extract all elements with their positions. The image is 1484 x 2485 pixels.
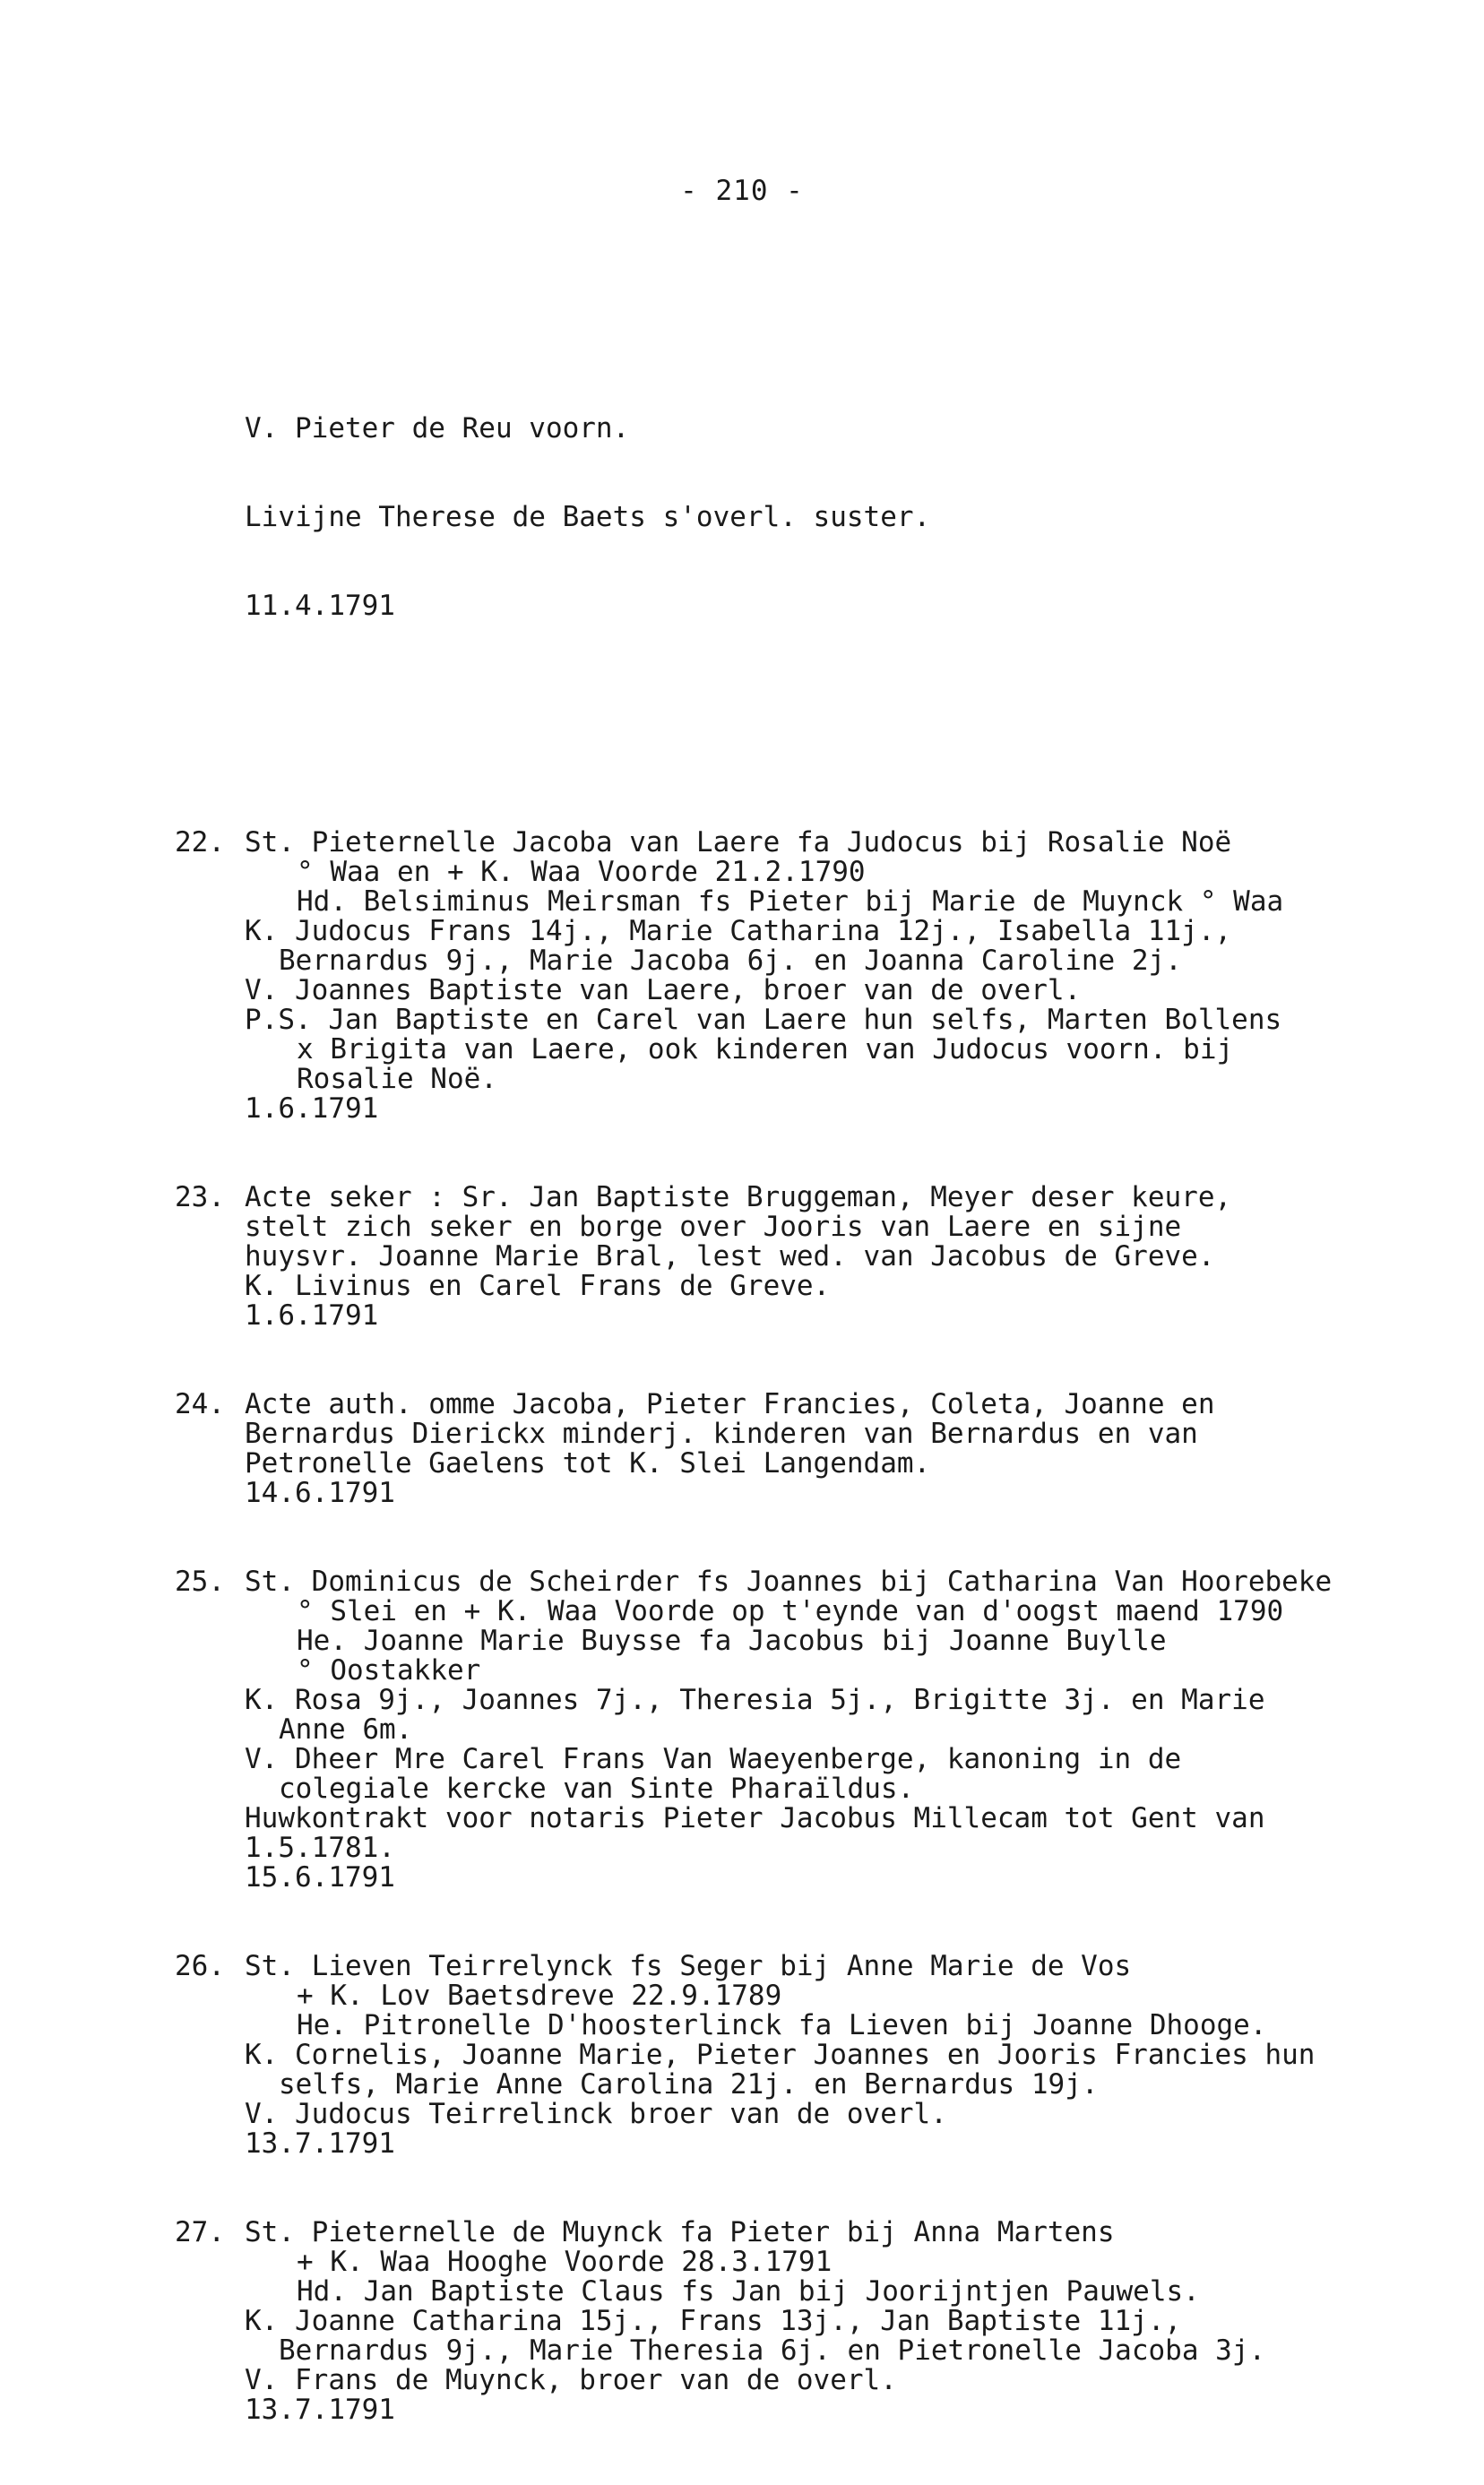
intro-line: Livijne Therese de Baets s'overl. suster. — [245, 501, 931, 533]
entry-line: St. Pieternelle Jacoba van Laere fa Judocus bij Rosalie Noë — [245, 826, 1232, 859]
entry-line: St. Pieternelle de Muynck fa Pieter bij Anna Martens — [245, 2216, 1115, 2248]
intro-line: V. Pieter de Reu voorn. — [245, 412, 630, 444]
entry-line: Hd. Belsiminus Meirsman fs Pieter bij Marie de Muynck ° Waa — [297, 885, 1284, 918]
entry-number: 25. — [175, 1566, 225, 1598]
entry-line: + K. Waa Hooghe Voorde 28.3.1791 — [297, 2246, 833, 2278]
entry-body — [245, 1390, 1411, 1508]
entry-line: 13.7.1791 — [245, 2394, 395, 2426]
entry-row — [175, 1952, 1411, 2159]
entry-line: 1.5.1781. — [245, 1832, 395, 1864]
entry-body — [245, 828, 1411, 1124]
entry-body — [245, 1183, 1411, 1331]
document-body — [175, 296, 1411, 2484]
entry-line: stelt zich seker en borge over Jooris van Laere en sijne — [245, 1211, 1182, 1243]
entry — [175, 1952, 1411, 2159]
entry-line: Petronelle Gaelens tot K. Slei Langendam. — [245, 1447, 931, 1480]
entry-body — [245, 2218, 1411, 2425]
entry-line: Acte auth. omme Jacoba, Pieter Francies, Coleta, Joanne en — [245, 1388, 1215, 1420]
entry-number: 23. — [175, 1181, 225, 1213]
entry-line: K. Cornelis, Joanne Marie, Pieter Joannes en Jooris Francies hun — [245, 2039, 1316, 2071]
entry-body — [245, 1567, 1411, 1893]
entry-line: + K. Lov Baetsdreve 22.9.1789 — [297, 1980, 782, 2012]
entry-line: He. Joanne Marie Buysse fa Jacobus bij Joanne Buylle — [297, 1625, 1167, 1657]
entry-number: 24. — [175, 1388, 225, 1420]
entry-line: huysvr. Joanne Marie Bral, lest wed. van Jacobus de Greve. — [245, 1240, 1215, 1273]
entry-line: Bernardus 9j., Marie Jacoba 6j. en Joanna Caroline 2j. — [279, 945, 1182, 977]
page-number: - 210 - — [680, 175, 804, 207]
intro-block — [175, 355, 1411, 680]
entry — [175, 1567, 1411, 1893]
entry-line: colegiale kercke van Sinte Pharaïldus. — [279, 1773, 915, 1805]
entry-line: selfs, Marie Anne Carolina 21j. en Bernardus 19j. — [279, 2068, 1099, 2101]
entry-line: V. Joannes Baptiste van Laere, broer van de overl. — [245, 974, 1082, 1006]
entry-number: 26. — [175, 1950, 225, 1982]
entry-line: 14.6.1791 — [245, 1477, 395, 1509]
entry — [175, 828, 1411, 1124]
entry-line: ° Oostakker — [297, 1654, 481, 1687]
entry-line: 1.6.1791 — [245, 1092, 379, 1125]
entry-line: 1.6.1791 — [245, 1299, 379, 1332]
entry-line: x Brigita van Laere, ook kinderen van Judocus voorn. bij — [297, 1033, 1234, 1066]
entry-line: ° Slei en + K. Waa Voorde op t'eynde van d'oogst maend 1790 — [297, 1595, 1284, 1627]
entries-list — [175, 828, 1411, 2425]
entry-row — [175, 2218, 1411, 2425]
entry-line: V. Judocus Teirrelinck broer van de overl. — [245, 2098, 947, 2130]
entry-line: Bernardus 9j., Marie Theresia 6j. en Pietronelle Jacoba 3j. — [279, 2334, 1266, 2367]
entry-line: K. Rosa 9j., Joannes 7j., Theresia 5j., Brigitte 3j. en Marie — [245, 1684, 1265, 1716]
entry-line: Bernardus Dierickx minderj. kinderen van Bernardus en van — [245, 1418, 1198, 1450]
entry-number: 27. — [175, 2216, 225, 2248]
entry — [175, 2218, 1411, 2425]
entry-line: 13.7.1791 — [245, 2127, 395, 2160]
entry-row — [175, 1567, 1411, 1893]
entry-line: St. Dominicus de Scheirder fs Joannes bij Catharina Van Hoorebeke — [245, 1566, 1333, 1598]
entry-line: Hd. Jan Baptiste Claus fs Jan bij Joorijntjen Pauwels. — [297, 2275, 1200, 2308]
entry-line: He. Pitronelle D'hoosterlinck fa Lieven bij Joanne Dhooge. — [297, 2009, 1267, 2041]
entry-row — [175, 1183, 1411, 1331]
entry-row — [175, 1390, 1411, 1508]
entry-line: Rosalie Noë. — [297, 1063, 497, 1095]
entry-line: Anne 6m. — [279, 1713, 413, 1746]
entry-line: K. Livinus en Carel Frans de Greve. — [245, 1270, 831, 1302]
entry-line: ° Waa en + K. Waa Voorde 21.2.1790 — [297, 856, 866, 888]
entry-line: V. Frans de Muynck, broer van de overl. — [245, 2364, 897, 2396]
entry-line: 15.6.1791 — [245, 1861, 395, 1894]
entry-line: P.S. Jan Baptiste en Carel van Laere hun selfs, Marten Bollens — [245, 1004, 1282, 1036]
entry-line: K. Joanne Catharina 15j., Frans 13j., Jan Baptiste 11j., — [245, 2305, 1182, 2337]
entry-line: Acte seker : Sr. Jan Baptiste Bruggeman, Meyer deser keure, — [245, 1181, 1232, 1213]
entry-line: K. Judocus Frans 14j., Marie Catharina 12j., Isabella 11j., — [245, 915, 1232, 947]
entry-line: Huwkontrakt voor notaris Pieter Jacobus Millecam tot Gent van — [245, 1802, 1265, 1834]
entry-row — [175, 828, 1411, 1124]
entry-number: 22. — [175, 826, 225, 859]
entry — [175, 1183, 1411, 1331]
intro-line: 11.4.1791 — [245, 590, 395, 622]
entry-line: St. Lieven Teirrelynck fs Seger bij Anne Marie de Vos — [245, 1950, 1132, 1982]
entry-line: V. Dheer Mre Carel Frans Van Waeyenberge, kanoning in de — [245, 1743, 1182, 1775]
entry — [175, 1390, 1411, 1508]
entry-body — [245, 1952, 1411, 2159]
